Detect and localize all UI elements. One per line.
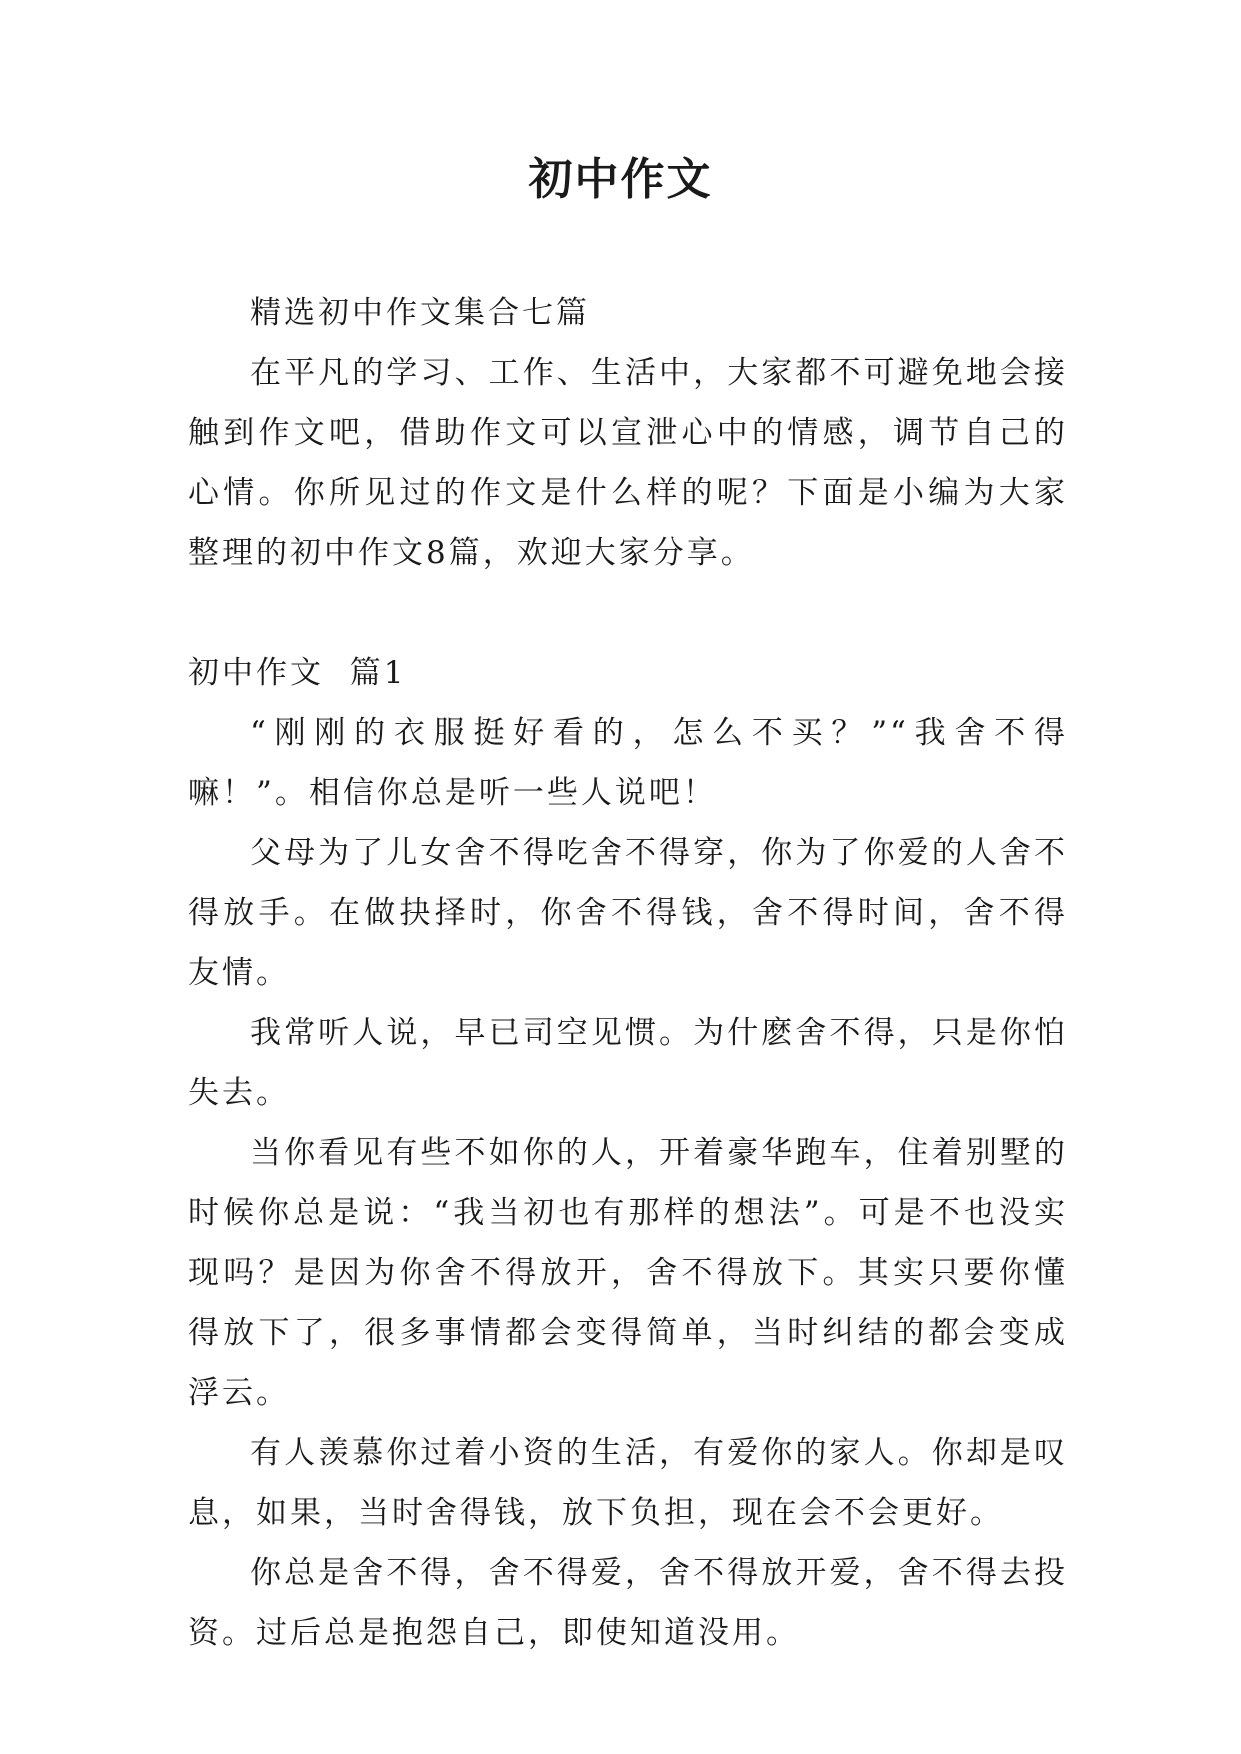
document-title: 初中作文 — [528, 154, 713, 205]
body-paragraph: 我常听人说，早已司空见惯。为什麽舍不得，只是你怕失去。 — [188, 1015, 1068, 1111]
intro-paragraph: 在平凡的学习、工作、生活中，大家都不可避免地会接触到作文吧，借助作文可以宣泄心中的情感，调节自己的心情。你所见过的作文是什么样的呢？下面是小编为大家整理的初中作文8篇，欢迎大家分享。 — [188, 355, 1068, 571]
body-paragraph: 你总是舍不得，舍不得爱，舍不得放开爱，舍不得去投资。过后总是抱怨自己，即使知道没用。 — [188, 1555, 1068, 1651]
document-body — [188, 283, 1068, 1663]
section-heading: 初中作文 篇1 — [188, 655, 407, 691]
body-paragraph: 有人羡慕你过着小资的生活，有爱你的家人。你却是叹息，如果，当时舍得钱，放下负担，现在会不会更好。 — [188, 1435, 1068, 1531]
body-paragraph: 父母为了儿女舍不得吃舍不得穿，你为了你爱的人舍不得放手。在做抉择时，你舍不得钱，舍不得时间，舍不得友情。 — [188, 835, 1068, 991]
body-paragraph: 当你看见有些不如你的人，开着豪华跑车，住着别墅的时候你总是说：“我当初也有那样的想法”。可是不也没实现吗？是因为你舍不得放开，舍不得放下。其实只要你懂得放下了，很多事情都会变得简单，当时纠结的都会变成浮云。 — [188, 1135, 1068, 1411]
body-paragraph: “刚刚的衣服挺好看的，怎么不买？”“我舍不得嘛！”。相信你总是听一些人说吧！ — [188, 715, 1068, 811]
document-subtitle: 精选初中作文集合七篇 — [250, 295, 590, 331]
